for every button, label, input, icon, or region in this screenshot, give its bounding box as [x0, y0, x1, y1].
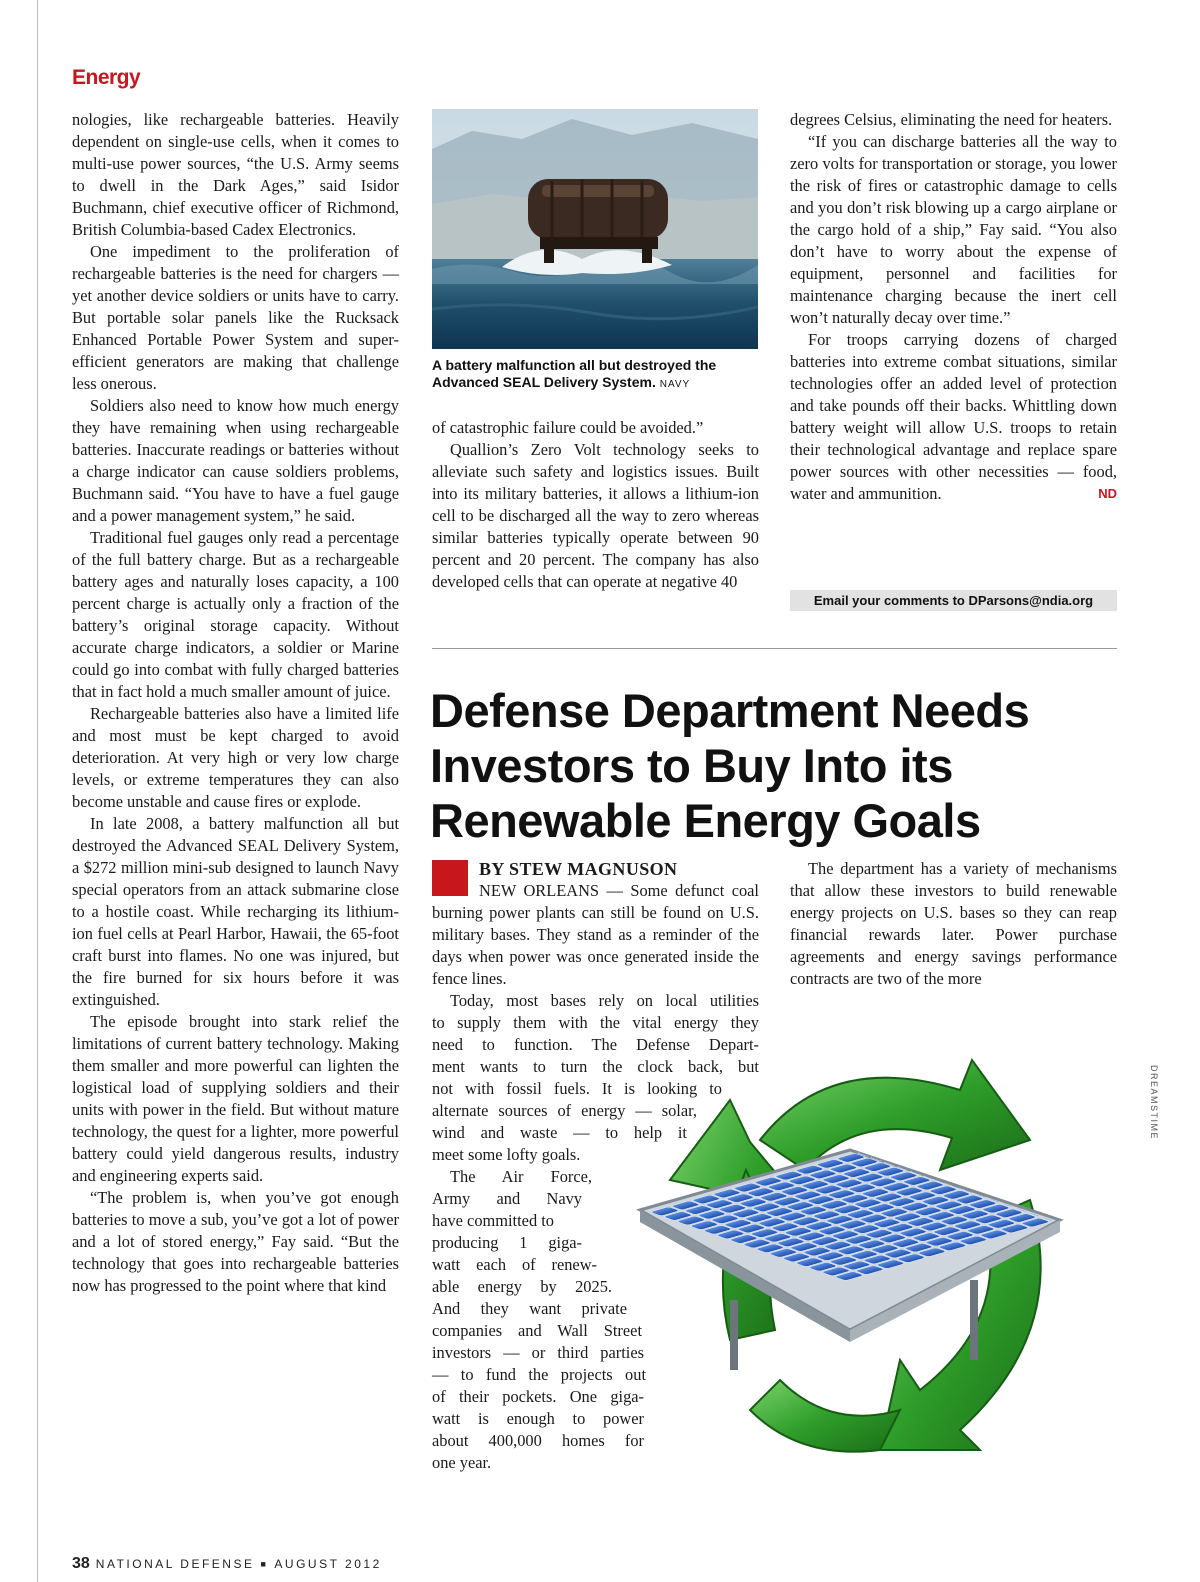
- headline-line: Investors to Buy Into its: [430, 739, 953, 792]
- text-line: one year.: [432, 1453, 492, 1472]
- text-line: And they want private: [432, 1299, 627, 1318]
- article-headline: [430, 683, 1130, 848]
- text-line: alternate sources of energy — solar,: [432, 1101, 697, 1120]
- headline-line: Defense Department Needs: [430, 684, 1030, 737]
- paragraph: of catastrophic failure could be avoided.”: [432, 418, 704, 437]
- solar-panel-recycle-icon: [600, 1030, 1080, 1470]
- text-line: need to function. The Defense Depart-: [432, 1035, 759, 1054]
- dateline: NEW ORLEANS —: [479, 881, 623, 900]
- text-line: not with fossil fuels. It is looking to: [432, 1079, 722, 1098]
- page-number: 38: [72, 1555, 90, 1572]
- paragraph: “If you can discharge batteries all the way to zero volts for transportation or storage, you lower the risk of fires or catastrophic damage to cells and you don’t risk blowing up a cargo airplane or the cargo hold of a ship,” Fay said. “You also don’t have to worry about the expense of equipment, personnel and facilities for maintenance charging because the inert cell won’t naturally decay over time.”: [790, 132, 1117, 327]
- caption-text: A battery malfunction all but destroyed the Advanced SEAL Delivery System.: [432, 357, 717, 390]
- email-comments-box: [790, 590, 1117, 611]
- paragraph: [790, 329, 1117, 505]
- text-line: watt each of renew-: [432, 1255, 597, 1274]
- text-line: meet some lofty goals.: [432, 1145, 581, 1164]
- article-column-3: [790, 109, 1117, 505]
- paragraph: degrees Celsius, eliminating the need for heaters.: [790, 110, 1113, 129]
- paragraph: Quallion’s Zero Volt technology seeks to alleviate such safety and logistics issues. Built into its military batteries, it allows a lithium-ion cell to be discharged all the way to zero whereas similar batteries typically operate between 90 percent and 20 percent. The company has also developed cells that can operate at negative 40: [432, 440, 759, 591]
- paragraph: The department has a variety of mechanisms that allow these investors to build renewable energy projects on U.S. bases so they can reap financial rewards later. Power purchase agreements and energy savings performance contracts are two of the more: [790, 859, 1117, 988]
- paragraph: [432, 880, 759, 990]
- mini-sub-illustration: [432, 109, 758, 349]
- email-address-link[interactable]: DParsons@ndia.org: [968, 593, 1094, 608]
- text-line: of their pockets. One giga-: [432, 1387, 644, 1406]
- text-line: companies and Wall Street: [432, 1321, 642, 1340]
- text-line: able energy by 2025.: [432, 1277, 612, 1296]
- section-label: Energy: [72, 66, 141, 89]
- paragraph-text: Some defunct coal burning power plants can still be found on U.S. military bases. They stand as a reminder of the days when power was once generated inside the fence lines.: [432, 881, 759, 988]
- magazine-name: NATIONAL DEFENSE: [95, 1557, 255, 1571]
- photo-credit: NAVY: [659, 379, 691, 390]
- paragraph-text: For troops carrying dozens of charged batteries into extreme combat situations, similar technologies offer an added level of protection and take pounds off their backs. Whittling down battery weight will allow U.S. troops to retain their technological advantage and replace spare power sources with other necessities — food, water and ammunition.: [790, 330, 1117, 503]
- paragraph: In late 2008, a battery malfunction all but destroyed the Advanced SEAL Delivery System, a $272 million mini-sub designed to launch Navy special operators from an attack submarine close to a hostile coast. While recharging its lithium-ion fuel cells at Pearl Harbor, Hawaii, the 65-foot craft burst into flames. No one was injured, but the fire burned for six hours before it was extinguished.: [72, 814, 399, 1009]
- paragraph: Traditional fuel gauges only read a percentage of the full battery charge. But as a rechargeable battery ages and naturally loses capacity, a 100 percent charge is actually only a fraction of the battery’s original storage capacity. Without accurate charge indicators, a soldier or Marine could go into combat with fully charged batteries that in fact hold a much smaller amount of juice.: [72, 528, 399, 701]
- paragraph: Soldiers also need to know how much energy they have remaining when using rechargeable batteries. Inaccurate readings or batteries without a charge indicator can cause soldiers problems, Buchmann said. “You have to have a fuel gauge and a power management system,” he said.: [72, 396, 399, 525]
- paragraph: nologies, like rechargeable batteries. Heavily dependent on single-use cells, when it comes to multi-use power sources, “the U.S. Army seems to dwell in the Dark Ages,” said Isidor Buchmann, chief executive officer of Richmond, British Columbia-based Cadex Electronics.: [72, 110, 399, 239]
- mini-sub-photo: [432, 109, 758, 349]
- text-line: — to fund the projects out: [432, 1365, 646, 1384]
- paragraph: Rechargeable batteries also have a limited life and most must be kept charged to avoid deterioration. At very high or very low charge levels, or extreme temperatures they can also become unstable and cause fires or explode.: [72, 704, 399, 811]
- text-line: watt is enough to power: [432, 1409, 644, 1428]
- solar-recycle-graphic: [600, 1030, 1080, 1470]
- separator-square-icon: ■: [260, 1559, 269, 1569]
- article-column-5: [790, 858, 1117, 990]
- text-line: investors — or third parties: [432, 1343, 644, 1362]
- page-footer: [72, 1555, 382, 1573]
- photo-caption: [432, 357, 762, 393]
- paragraph: One impediment to the proliferation of rechargeable batteries is the need for chargers — yet another device soldiers or units have to carry. But portable solar panels like the Rucksack Enhanced Portable Power System and super-efficient generators are making that challenge less onerous.: [72, 242, 399, 393]
- headline-line: Renewable Energy Goals: [430, 794, 981, 847]
- byline: BY STEW MAGNUSON: [479, 859, 678, 879]
- paragraph: “The problem is, when you’ve got enough batteries to move a sub, you’ve got a lot of power and a lot of stored energy,” Fay said. “But the technology that goes into rechargeable batteries now has progressed to the point where that kind: [72, 1188, 399, 1295]
- text-line: about 400,000 homes for: [432, 1431, 644, 1450]
- graphic-credit: DREAMSTIME: [1149, 1065, 1159, 1141]
- page-margin-rule: [37, 0, 38, 1582]
- text-line: wind and waste — to help it: [432, 1123, 687, 1142]
- email-prefix: Email your comments to: [813, 593, 969, 608]
- text-line: Today, most bases rely on local utilities: [450, 991, 759, 1010]
- text-line: have committed to: [432, 1211, 554, 1230]
- section-divider: [432, 648, 1117, 649]
- text-line: The Air Force,: [450, 1167, 592, 1186]
- issue-date: AUGUST 2012: [274, 1557, 382, 1571]
- text-line: to supply them with the vital energy they: [432, 1013, 759, 1032]
- text-line: producing 1 giga-: [432, 1233, 582, 1252]
- text-line: Army and Navy: [432, 1189, 582, 1208]
- article-column-2: [432, 417, 759, 593]
- paragraph: The episode brought into stark relief the limitations of current battery technology. Making them smaller and more powerful can lighten the logistical load of supplying soldiers and their units with power in the field. But without mature technology, the quest for a lighter, more powerful battery could yield dangerous results, industry and engineering experts said.: [72, 1012, 399, 1185]
- text-line: ment wants to turn the clock back, but: [432, 1057, 759, 1076]
- end-mark: ND: [1098, 486, 1117, 501]
- article-column-1: [72, 109, 399, 1297]
